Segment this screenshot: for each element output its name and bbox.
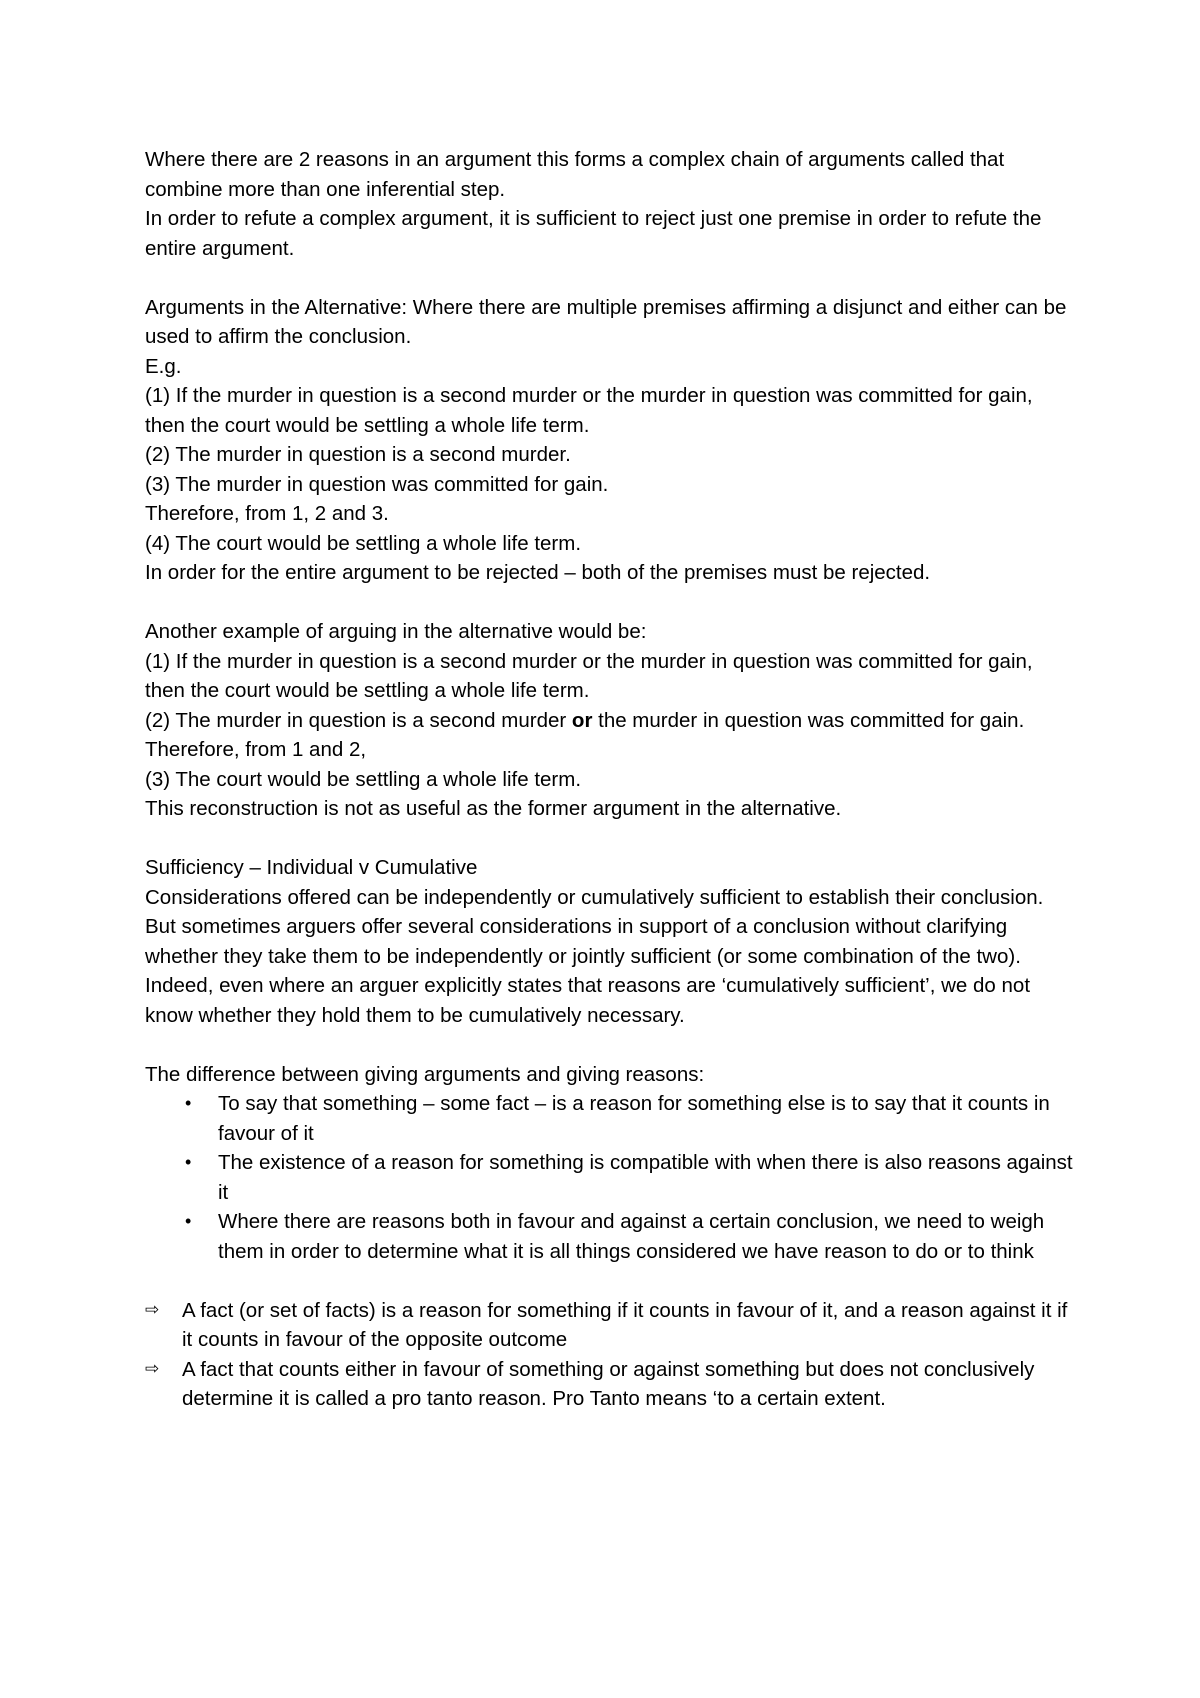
alternative-definition: Arguments in the Alternative: Where there are multiple premises affirming a disjunct and either can be used to affirm the conclusion. bbox=[145, 295, 1067, 348]
another-premise-2 bbox=[145, 706, 1075, 736]
list-item bbox=[145, 1296, 1075, 1355]
another-example-intro: Another example of arguing in the alternative would be: bbox=[145, 620, 647, 643]
premise-2-start: (2) The murder in question is a second murder bbox=[145, 708, 572, 732]
premise-3: (3) The murder in question was committed for gain. bbox=[145, 472, 609, 496]
therefore-line: Therefore, from 1, 2 and 3. bbox=[145, 502, 389, 525]
bullet-text: To say that something – some fact – is a reason for something else is to say that it counts in favour of it bbox=[218, 1092, 1050, 1145]
bullet-text: The existence of a reason for something is compatible with when there is also reasons against it bbox=[218, 1151, 1073, 1204]
list-item bbox=[145, 1089, 1075, 1148]
arrow-item-text: A fact that counts either in favour of something or against something but does not conclusively determine it is called a pro tanto reason. Pro Tanto means ‘to a certain extent. bbox=[182, 1357, 1035, 1410]
arrow-right-icon: ⇨ bbox=[145, 1358, 160, 1379]
rejection-note: In order for the entire argument to be rejected – both of the premises must be rejected. bbox=[145, 561, 931, 584]
spacer bbox=[145, 824, 1075, 854]
list-item bbox=[145, 1355, 1075, 1414]
complex-argument-refutation: In order to refute a complex argument, it is sufficient to reject just one premise in order to refute the entire argument. bbox=[145, 207, 1042, 260]
another-conclusion-3: (3) The court would be settling a whole life term. bbox=[145, 767, 582, 791]
bullet-icon: • bbox=[185, 1152, 192, 1172]
document-page bbox=[145, 145, 1075, 1414]
bullet-icon: • bbox=[185, 1211, 192, 1231]
bullet-list bbox=[145, 1089, 1075, 1266]
spacer bbox=[145, 1030, 1075, 1060]
example-label: E.g. bbox=[145, 354, 182, 378]
arrow-list bbox=[145, 1296, 1075, 1414]
premise-2-end: the murder in question was committed for gain. bbox=[592, 708, 1025, 732]
arrow-right-icon: ⇨ bbox=[145, 1299, 160, 1320]
premise-2: (2) The murder in question is a second murder. bbox=[145, 443, 571, 466]
reconstruction-note: This reconstruction is not as useful as the former argument in the alternative. bbox=[145, 797, 842, 820]
difference-heading: The difference between giving arguments and giving reasons: bbox=[145, 1062, 705, 1086]
bullet-icon: • bbox=[185, 1093, 192, 1113]
list-item bbox=[145, 1207, 1075, 1266]
premise-1: (1) If the murder in question is a second murder or the murder in question was committed for gain, then the court would be settling a whole life term. bbox=[145, 384, 1033, 437]
spacer bbox=[145, 1266, 1075, 1296]
sufficiency-heading: Sufficiency – Individual v Cumulative bbox=[145, 856, 478, 879]
arrow-item-text: A fact (or set of facts) is a reason for something if it counts in favour of it, and a reason against it if it counts in favour of the opposite outcome bbox=[182, 1298, 1068, 1351]
conclusion-4: (4) The court would be settling a whole life term. bbox=[145, 531, 582, 555]
spacer bbox=[145, 263, 1075, 293]
spacer bbox=[145, 588, 1075, 618]
bullet-text: Where there are reasons both in favour and against a certain conclusion, we need to weigh them in order to determine what it is all things considered we have reason to do or to think bbox=[218, 1210, 1045, 1263]
bold-or: or bbox=[571, 708, 593, 732]
sufficiency-body: Considerations offered can be independently or cumulatively sufficient to establish their conclusion. But sometimes arguers offer several considerations in support of a conclusion without clarifying whether they take them to be independently or jointly sufficient (or some combination of the two). Indeed, even where an arguer explicitly states that reasons are ‘cumulatively sufficient’, we do not know whether they hold them to be cumulatively necessary. bbox=[145, 885, 1044, 1027]
list-item bbox=[145, 1148, 1075, 1207]
another-therefore: Therefore, from 1 and 2, bbox=[145, 738, 367, 761]
another-premise-1: (1) If the murder in question is a second murder or the murder in question was committed for gain, then the court would be settling a whole life term. bbox=[145, 649, 1033, 702]
complex-argument-definition: Where there are 2 reasons in an argument this forms a complex chain of arguments called that combine more than one inferential step. bbox=[145, 148, 1005, 201]
